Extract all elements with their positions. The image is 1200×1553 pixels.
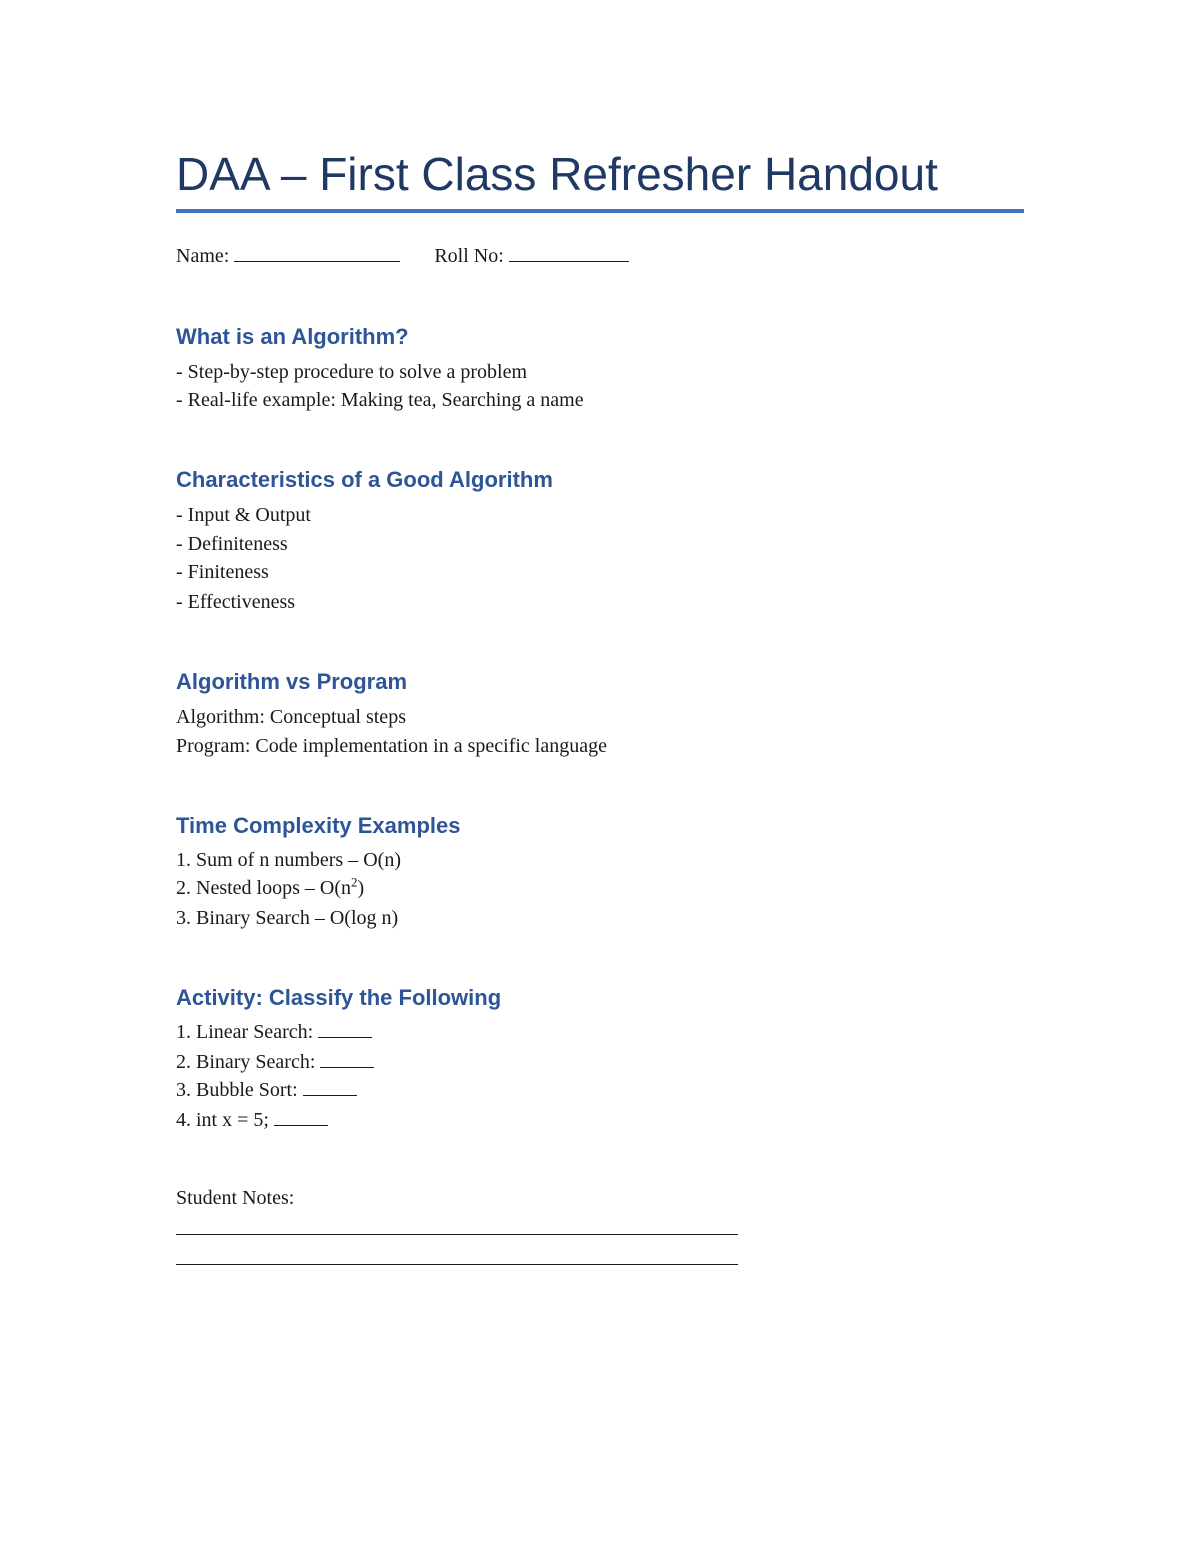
activity-label: 2. Binary Search: bbox=[176, 1051, 316, 1073]
activity-item bbox=[176, 1076, 357, 1104]
heading-what-is-algorithm: What is an Algorithm? bbox=[176, 324, 409, 349]
list-item bbox=[176, 874, 364, 902]
roll-label: Roll No: bbox=[434, 245, 504, 267]
activity-item bbox=[176, 1018, 372, 1046]
activity-answer-field[interactable] bbox=[303, 1077, 357, 1096]
heading-characteristics: Characteristics of a Good Algorithm bbox=[176, 467, 553, 492]
superscript-exponent: 2 bbox=[350, 874, 358, 890]
list-item: - Definiteness bbox=[176, 533, 288, 555]
activity-answer-field[interactable] bbox=[318, 1019, 372, 1038]
nested-loops-close: ) bbox=[357, 877, 365, 899]
activity-label: 1. Linear Search: bbox=[176, 1021, 314, 1043]
activity-label: 3. Bubble Sort: bbox=[176, 1079, 298, 1101]
notes-label: Student Notes: bbox=[176, 1187, 295, 1209]
notes-line[interactable] bbox=[176, 1264, 738, 1265]
list-item: 3. Binary Search – O(log n) bbox=[176, 907, 399, 929]
nested-loops-text: 2. Nested loops – O(n bbox=[176, 877, 351, 899]
activity-item bbox=[176, 1048, 374, 1076]
activity-item bbox=[176, 1106, 328, 1134]
activity-answer-field[interactable] bbox=[320, 1049, 374, 1068]
roll-field[interactable] bbox=[509, 243, 629, 262]
list-item: - Effectiveness bbox=[176, 591, 296, 613]
heading-algorithm-vs-program: Algorithm vs Program bbox=[176, 669, 408, 694]
list-item: - Step-by-step procedure to solve a problem bbox=[176, 361, 528, 383]
list-item: Algorithm: Conceptual steps bbox=[176, 706, 406, 728]
activity-label: 4. int x = 5; bbox=[176, 1109, 269, 1131]
heading-activity: Activity: Classify the Following bbox=[176, 985, 502, 1010]
list-item: - Finiteness bbox=[176, 561, 269, 583]
list-item: 1. Sum of n numbers – O(n) bbox=[176, 849, 401, 871]
page-title: DAA – First Class Refresher Handout bbox=[176, 148, 938, 200]
student-info-row bbox=[176, 242, 629, 270]
notes-line[interactable] bbox=[176, 1234, 738, 1235]
name-label: Name: bbox=[176, 245, 230, 267]
list-item: - Input & Output bbox=[176, 504, 311, 526]
activity-answer-field[interactable] bbox=[274, 1107, 328, 1126]
list-item: Program: Code implementation in a specific language bbox=[176, 735, 607, 757]
heading-time-complexity: Time Complexity Examples bbox=[176, 813, 461, 838]
name-field[interactable] bbox=[234, 243, 400, 262]
list-item: - Real-life example: Making tea, Searching a name bbox=[176, 389, 584, 411]
title-underline bbox=[176, 209, 1024, 213]
